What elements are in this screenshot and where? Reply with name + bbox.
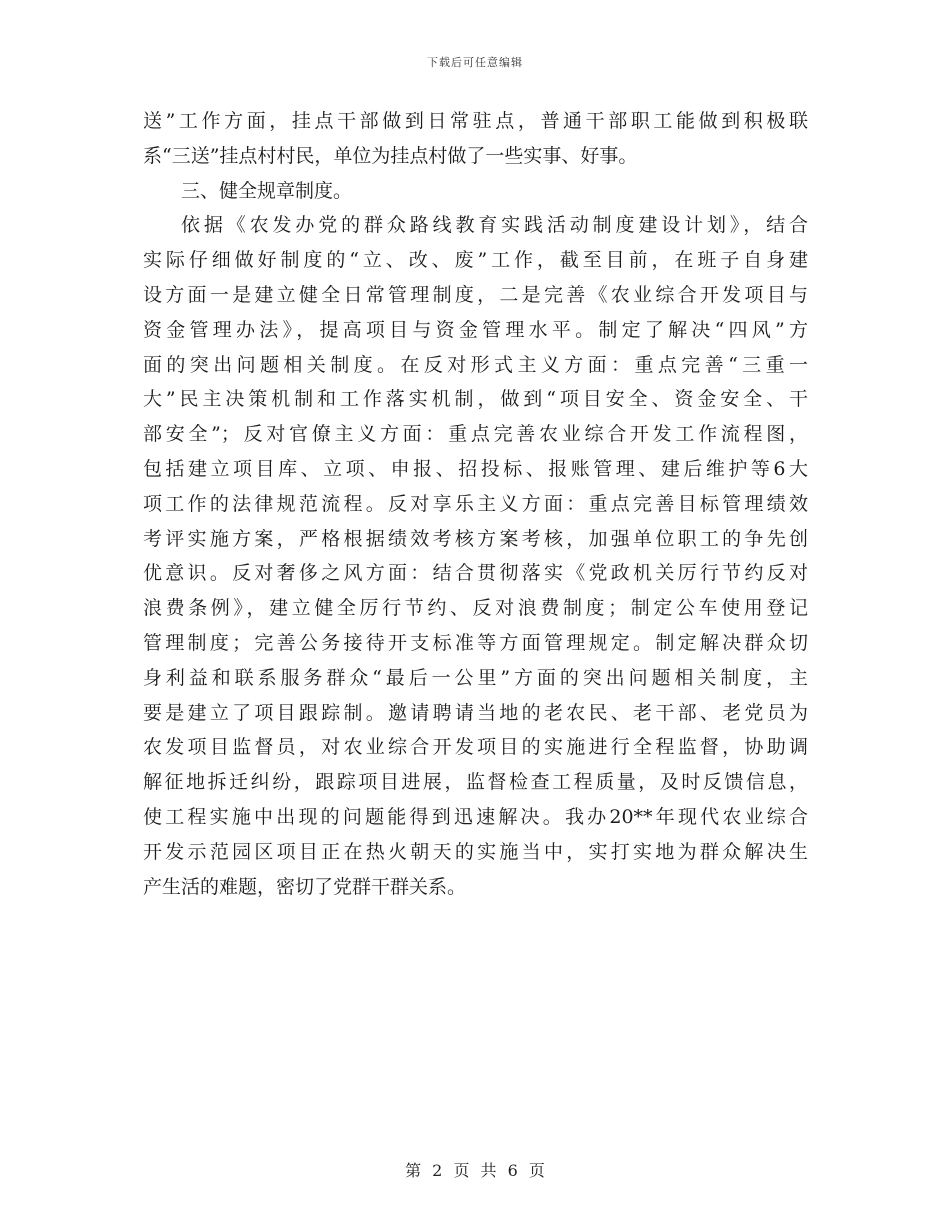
body-line: 开发示范园区项目正在热火朝天的实施当中，实打实地为群众解决生 (143, 840, 808, 863)
body-line: 设方面一是建立健全日常管理制度，二是完善《农业综合开发项目与 (143, 283, 808, 306)
body-line: 部安全”；反对官僚主义方面：重点完善农业综合开发工作流程图， (143, 423, 808, 446)
body-line: 要是建立了项目跟踪制。邀请聘请当地的老农民、老干部、老党员为 (143, 701, 808, 724)
body-line: 管理制度；完善公务接待开支标准等方面管理规定。制定解决群众切 (143, 631, 808, 654)
body-line: 大”民主决策机制和工作落实机制，做到“项目安全、资金安全、干 (143, 388, 808, 411)
page-header: 下载后可任意编辑 (427, 56, 523, 69)
body-line: 包括建立项目库、立项、申报、招投标、报账管理、建后维护等6大 (143, 457, 808, 480)
body-line: 项工作的法律规范流程。反对享乐主义方面：重点完善目标管理绩效 (143, 492, 808, 515)
document-body (143, 104, 808, 904)
body-line: 系“三送”挂点村村民，单位为挂点村做了一些实事、好事。 (143, 144, 638, 167)
body-line: 身利益和联系服务群众“最后一公里”方面的突出问题相关制度，主 (143, 666, 808, 689)
body-line: 优意识。反对奢侈之风方面：结合贯彻落实《党政机关厉行节约反对 (143, 562, 808, 585)
body-line: 考评实施方案，严格根据绩效考核方案考核，加强单位职工的争先创 (143, 527, 808, 550)
body-line: 资金管理办法》，提高项目与资金管理水平。制定了解决“四风”方 (143, 318, 808, 341)
body-line: 依据《农发办党的群众路线教育实践活动制度建设计划》，结合 (181, 214, 808, 237)
body-line: 使工程实施中出现的问题能得到迅速解决。我办20**年现代农业综合 (143, 805, 808, 828)
body-line: 产生活的难题，密切了党群干群关系。 (143, 875, 467, 898)
page-number: 第 2 页 共 6 页 (405, 1161, 545, 1180)
body-line: 农发项目监督员，对农业综合开发项目的实施进行全程监督，协助调 (143, 736, 808, 759)
body-line: 浪费条例》，建立健全厉行节约、反对浪费制度；制定公车使用登记 (143, 597, 808, 620)
section-heading: 三、健全规章制度。 (181, 179, 353, 202)
body-line: 实际仔细做好制度的“立、改、废”工作，截至目前，在班子自身建 (143, 249, 808, 272)
body-line: 解征地拆迁纠纷，跟踪项目进展，监督检查工程质量，及时反馈信息， (143, 771, 808, 794)
body-line: 面的突出问题相关制度。在反对形式主义方面：重点完善“三重一 (143, 353, 808, 376)
body-line: 送”工作方面，挂点干部做到日常驻点，普通干部职工能做到积极联 (143, 110, 808, 132)
